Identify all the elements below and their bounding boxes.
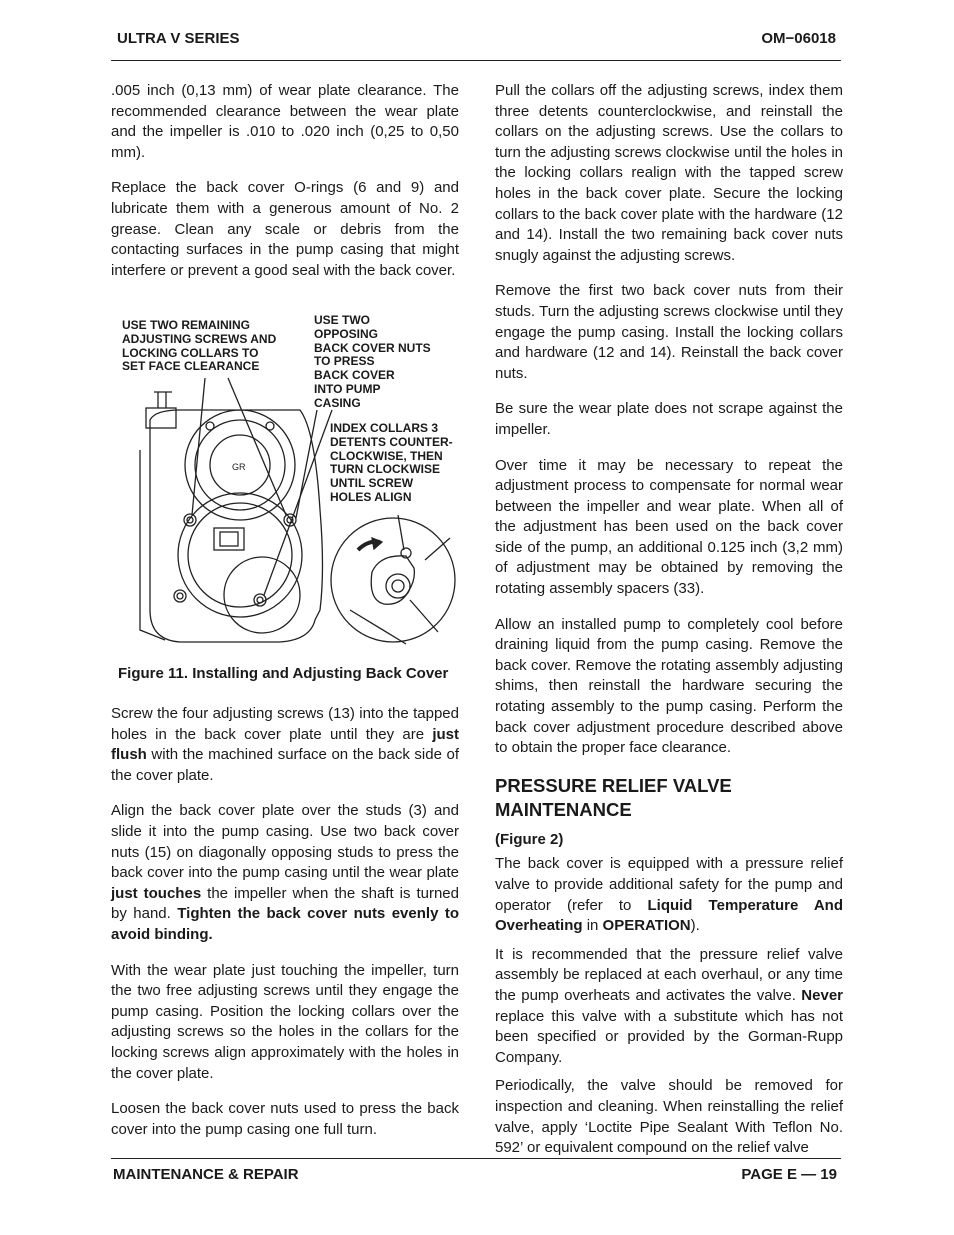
paragraph: Over time it may be necessary to repeat the adjustment process to compensate for normal wear between the impeller and wear plate. When all of the adjustment has been used on the back cover side of the pump, an additional 0.125 inch (3,2 mm) of adjustment may be obtained by removing the rotating assembly spacers (33).: [495, 456, 843, 598]
figure-reference: (Figure 2): [495, 830, 564, 848]
footer-rule: [111, 1158, 841, 1159]
section-heading: PRESSURE RELIEF VALVE MAINTENANCE: [495, 774, 732, 820]
paragraph: Allow an installed pump to completely cool before draining liquid from the pump casing. Remove the back cover. Remove the rotating assembly adjusting shims, then reinstall the hardware securing the rotating assembly to the pump casing. Perform the back cover adjustment procedure described above to obtain the proper face clearance.: [495, 615, 843, 757]
callout-index-collars: INDEX COLLARS 3 DETENTS COUNTER- CLOCKWISE, THEN TURN CLOCKWISE UNTIL SCREW HOLES ALIGN: [330, 421, 453, 504]
paragraph: Screw the four adjusting screws (13) into the tapped holes in the back cover plate until they are just flush with the machined surface on the back side of the cover plate.: [111, 705, 459, 784]
header-doc-number: OM−06018: [761, 30, 836, 47]
paragraph: It is recommended that the pressure relief valve assembly be replaced at each overhaul, or any time the pump overheats and activates the valve. Never replace this valve with a substitute which has not been specified or provided by the Gorman-Rupp Company.: [495, 945, 843, 1066]
paragraph: Pull the collars off the adjusting screws, index them three detents counterclockwise, and reinstall the collars on the adjusting screws. Use the collars to turn the adjusting screws clockwise until the holes in the locking collars realign with the tapped screw holes in the back cover plate. Secure the locking collars to the back cover plate with the hardware (12 and 14). Install the two remaining back cover nuts snugly against the adjusting screws.: [495, 82, 843, 264]
figure-caption: Figure 11. Installing and Adjusting Back Cover: [118, 665, 449, 682]
paragraph: Be sure the wear plate does not scrape against the impeller.: [495, 400, 843, 438]
footer-page-number: PAGE E — 19: [741, 1166, 837, 1183]
right-column: [495, 81, 843, 1174]
paragraph: The back cover is equipped with a pressure relief valve to provide additional safety for the pump and operator (refer to Liquid Temperature And Overheating in OPERATION).: [495, 855, 843, 935]
paragraph: Loosen the back cover nuts used to press the back cover into the pump casing one full turn.: [111, 1100, 459, 1138]
paragraph: Remove the first two back cover nuts from their studs. Turn the adjusting screws clockwise until they engage the pump casing. Install the locking collars and hardware (12 and 14). Reinstall the back cover nuts.: [495, 282, 843, 382]
left-column-top: [111, 81, 459, 296]
figure-11: [110, 310, 470, 660]
left-column-bottom: [111, 704, 459, 1155]
paragraph: Align the back cover plate over the studs (3) and slide it into the pump casing. Use two back cover nuts (15) on diagonally opposing studs to press the back cover into the pump casing until the wear plate just touches the impeller when the shaft is turned by hand. Tighten the back cover nuts evenly to avoid binding.: [111, 802, 460, 943]
paragraph: Periodically, the valve should be removed for inspection and cleaning. When reinstalling the relief valve, apply ‘Loctite Pipe Sealant With Teflon No. 592’ or equivalent compound on the relief valve: [495, 1077, 843, 1157]
paragraph: Replace the back cover O-rings (6 and 9) and lubricate them with a generous amount of No. 2 grease. Clean any scale or debris from the contacting surfaces in the pump casing that might interfere or prevent a good seal with the back cover.: [111, 179, 459, 279]
header-series: ULTRA V SERIES: [117, 30, 240, 47]
footer-section: MAINTENANCE & REPAIR: [113, 1166, 299, 1183]
callout-set-face-clearance: USE TWO REMAINING ADJUSTING SCREWS AND LOCKING COLLARS TO SET FACE CLEARANCE: [122, 318, 277, 374]
svg-text:GR: GR: [232, 462, 246, 472]
header-rule: [111, 60, 841, 61]
paragraph: With the wear plate just touching the impeller, turn the two free adjusting screws until they engage the pump casing. Position the locking collars over the adjusting screws so the holes in the collars for the locking screws align approximately with the holes in the cover plate.: [111, 961, 459, 1082]
callout-press-back-cover: USE TWO OPPOSING BACK COVER NUTS TO PRESS BACK COVER INTO PUMP CASING: [314, 313, 431, 410]
paragraph: .005 inch (0,13 mm) of wear plate clearance. The recommended clearance between the wear plate and the impeller is .010 to .020 inch (0,25 to 0,50 mm).: [111, 82, 459, 161]
